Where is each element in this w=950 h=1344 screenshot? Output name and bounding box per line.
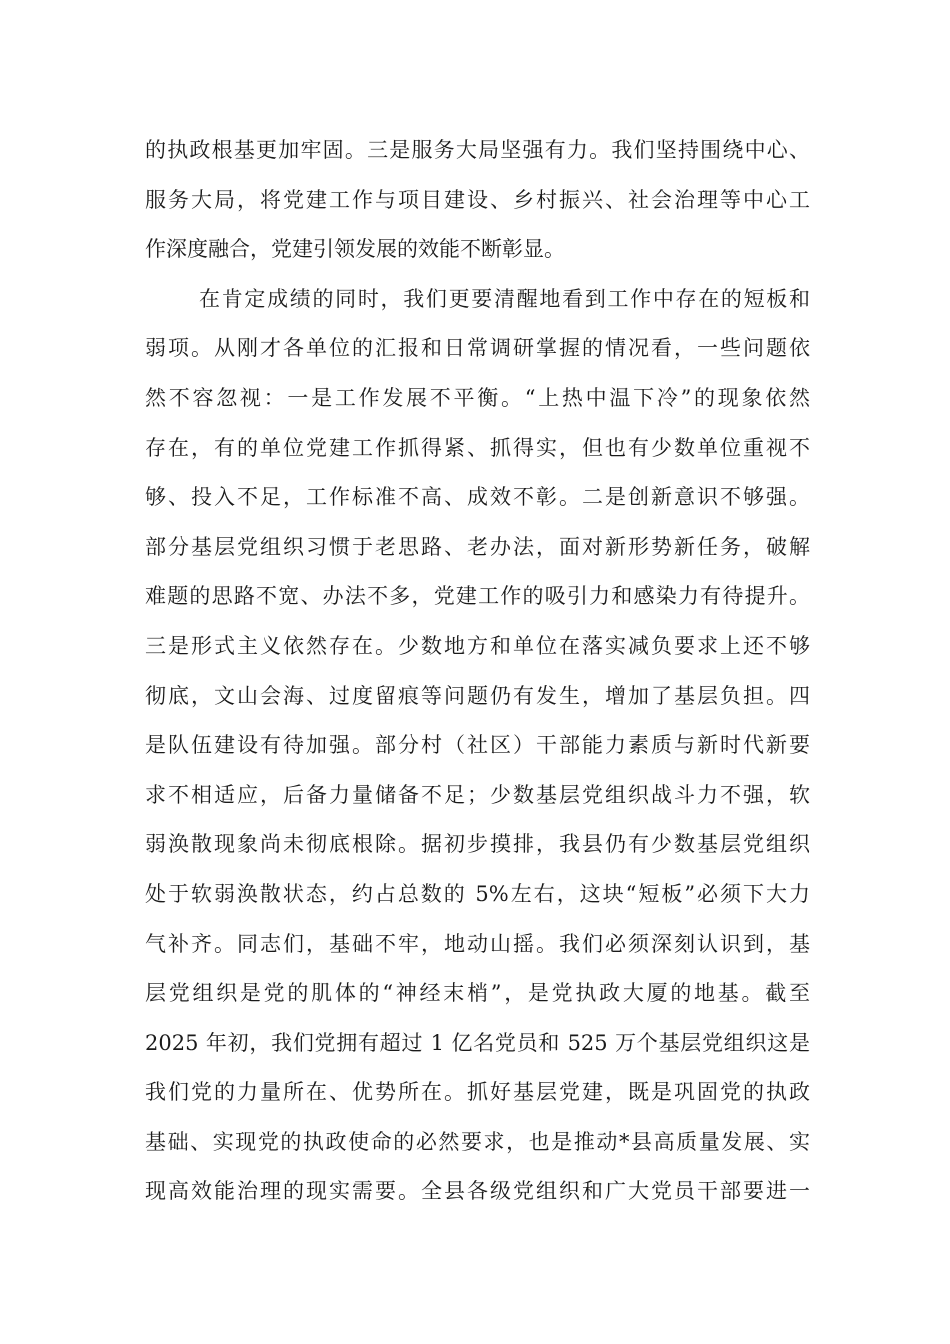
text-line: 弱涣散现象尚未彻底根除。据初步摸排，我县仍有少数基层党组织 [145,832,810,857]
text-line: 气补齐。同志们，基础不牢，地动山摇。我们必须深刻认识到，基 [145,931,810,956]
text-line: 现高效能治理的现实需要。全县各级党组织和广大党员干部要进一 [145,1179,810,1204]
text-line: 部分基层党组织习惯于老思路、老办法，面对新形势新任务，破解 [145,534,810,559]
text-line: 难题的思路不宽、办法不多，党建工作的吸引力和感染力有待提升。 [145,584,810,609]
text-line: 我们党的力量所在、优势所在。抓好基层党建，既是巩固党的执政 [145,1080,810,1105]
body-text [145,126,810,1267]
text-line: 是队伍建设有待加强。部分村（社区）干部能力素质与新时代新要 [145,733,810,758]
text-line: 在肯定成绩的同时，我们更要清醒地看到工作中存在的短板和 [199,286,810,311]
text-line: 服务大局，将党建工作与项目建设、乡村振兴、社会治理等中心工 [145,187,810,212]
text-line: 的执政根基更加牢固。三是服务大局坚强有力。我们坚持围绕中心、 [145,138,810,162]
text-line: 作深度融合，党建引领发展的效能不断彰显。 [145,237,565,262]
text-line: 弱项。从刚才各单位的汇报和日常调研掌握的情况看，一些问题依 [145,336,810,361]
text-line: 求不相适应，后备力量储备不足；少数基层党组织战斗力不强，软 [145,782,810,807]
text-line [145,1217,810,1267]
text-line: 基础、实现党的执政使命的必然要求，也是推动*县高质量发展、实 [145,1129,810,1154]
text-line: 层党组织是党的肌体的“神经末梢”，是党执政大厦的地基。截至 [145,981,810,1006]
text-line: 处于软弱涣散状态，约占总数的 5%左右，这块“短板”必须下大力 [145,881,810,906]
paragraph-2 [145,275,810,1267]
text-line: 彻底，文山会海、过度留痕等问题仍有发生，增加了基层负担。四 [145,683,810,708]
text-line: 2025 年初，我们党拥有超过 1 亿名党员和 525 万个基层党组织这是 [145,1030,810,1055]
paragraph-1 [145,126,810,275]
text-line: 够、投入不足，工作标准不高、成效不彰。二是创新意识不够强。 [145,485,810,510]
text-line: 三是形式主义依然存在。少数地方和单位在落实减负要求上还不够 [145,633,810,658]
text-line: 然不容忽视：一是工作发展不平衡。“上热中温下冷”的现象依然 [145,385,810,410]
text-line: 存在，有的单位党建工作抓得紧、抓得实，但也有少数单位重视不 [145,435,810,460]
